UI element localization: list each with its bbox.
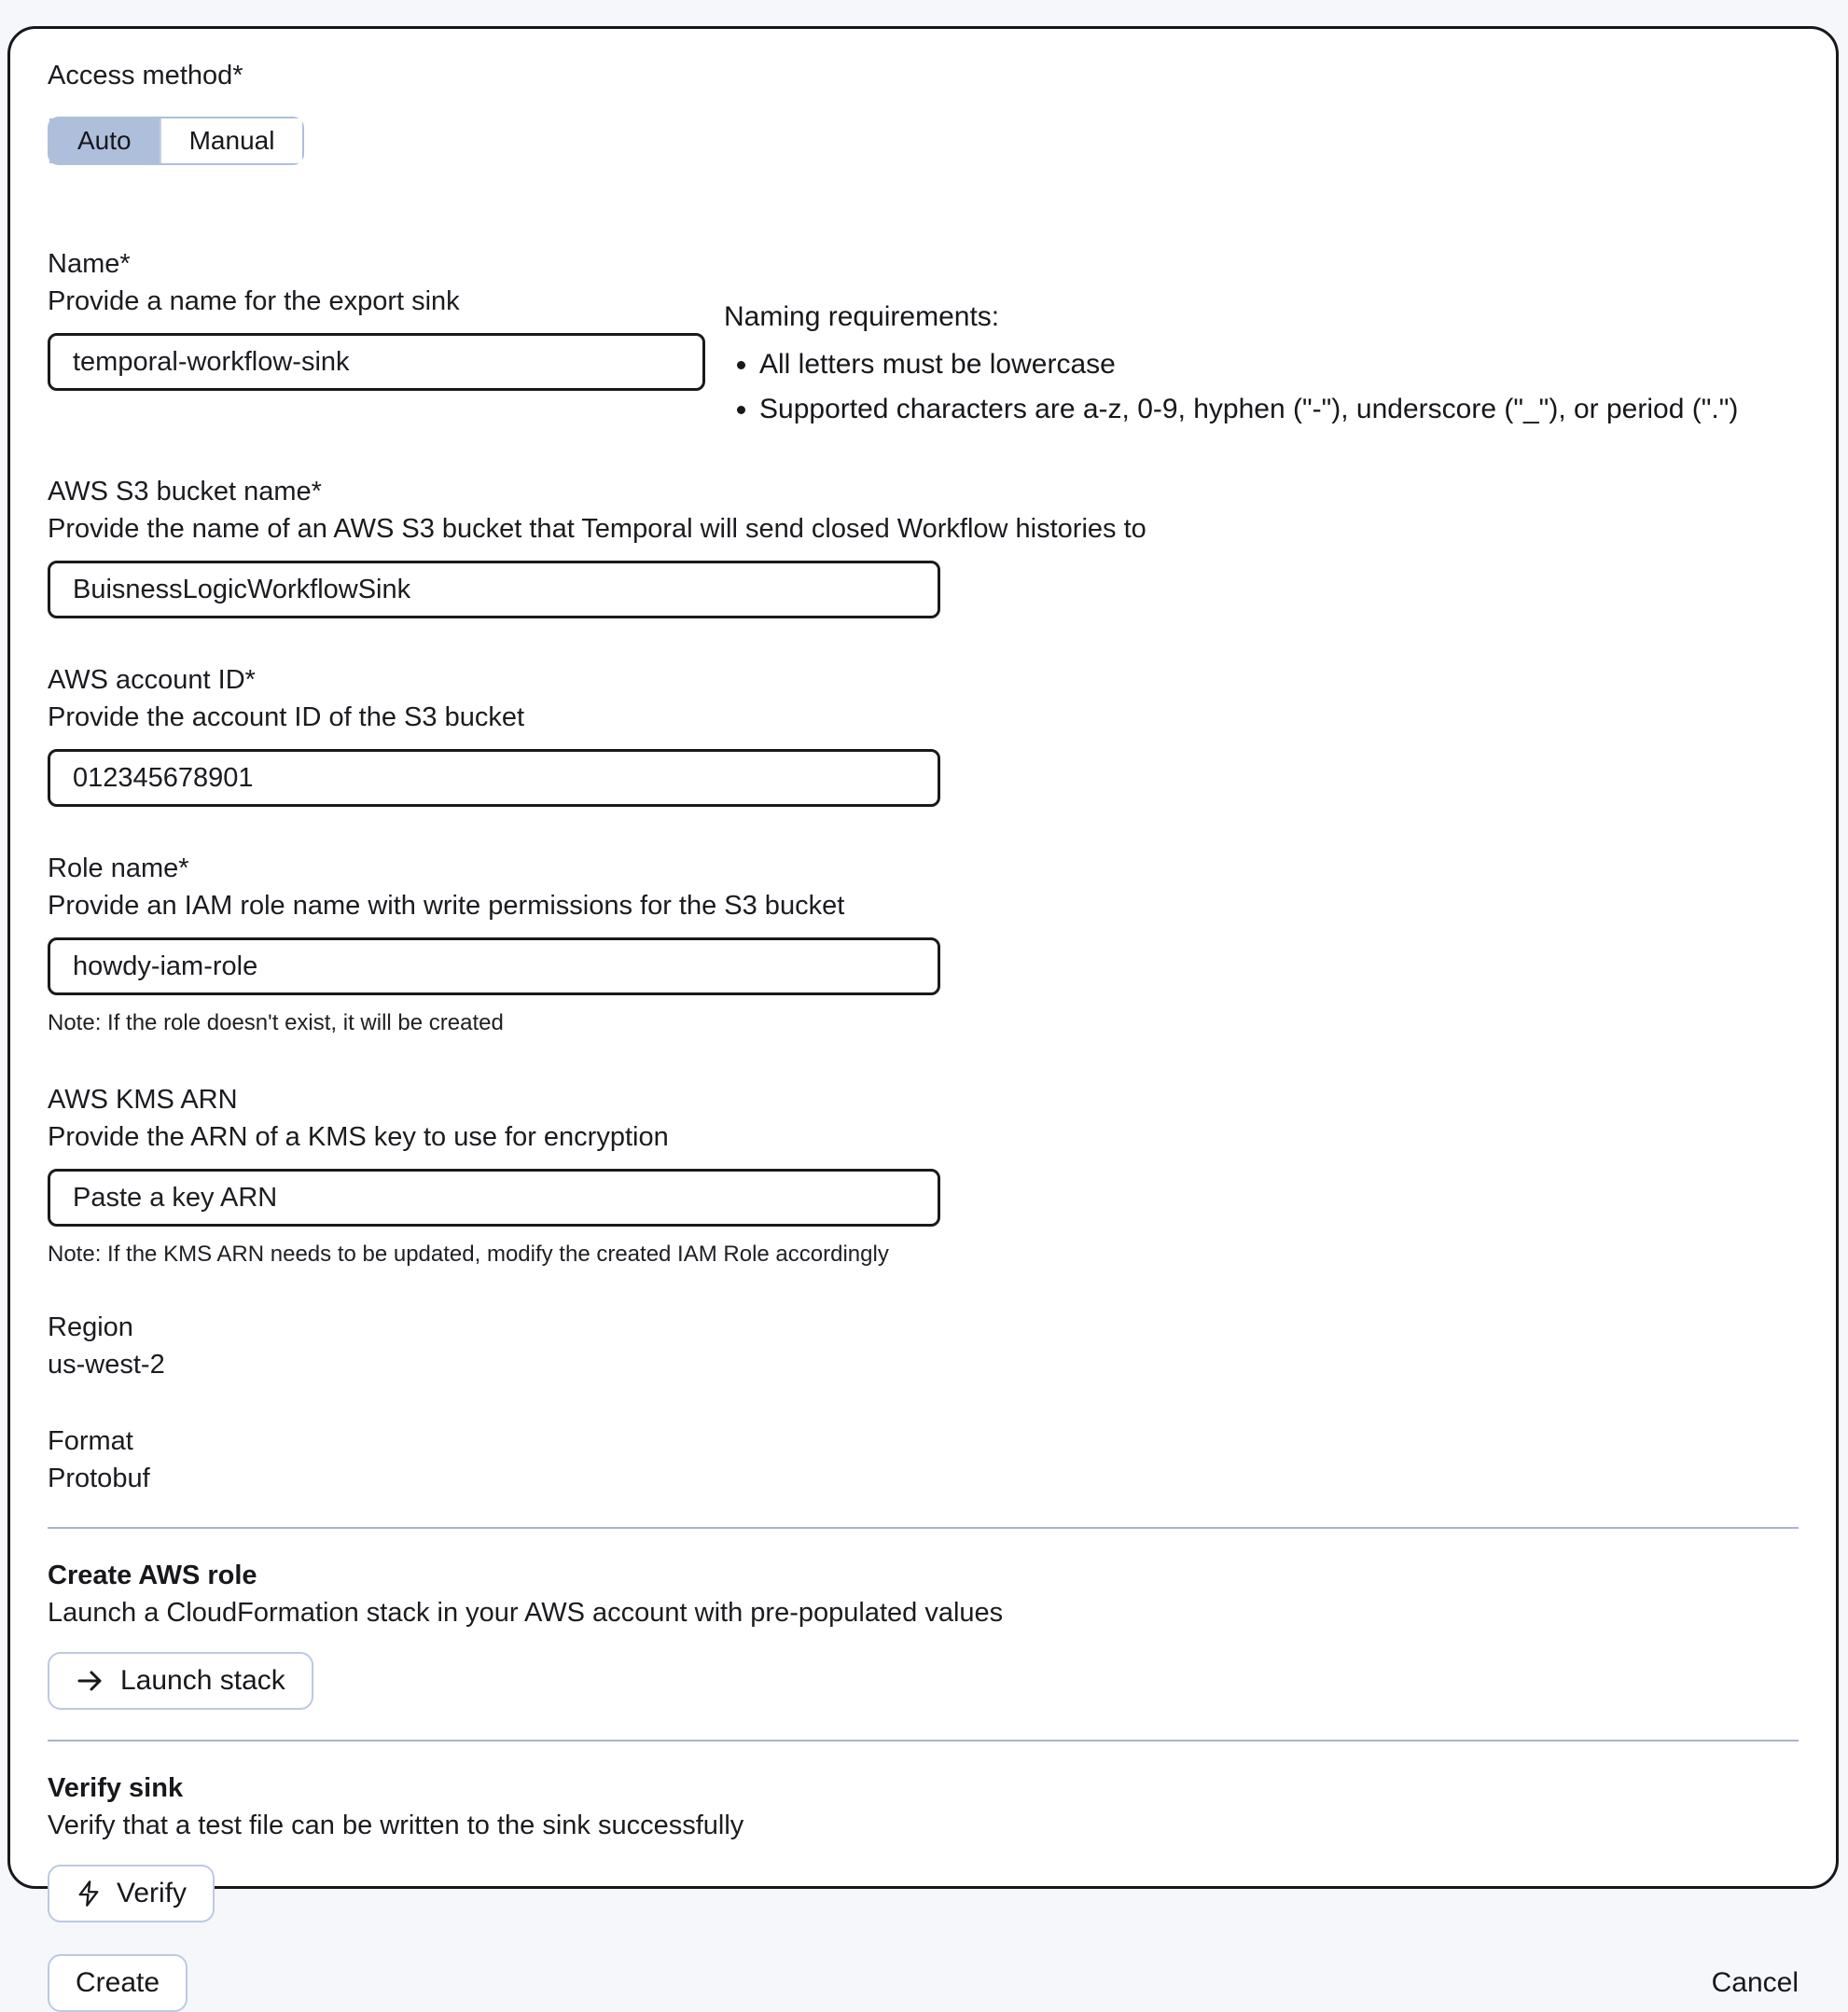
region-value: us-west-2: [48, 1350, 165, 1380]
cancel-button[interactable]: Cancel: [1711, 1967, 1799, 1998]
launch-stack-button[interactable]: [48, 1652, 313, 1710]
kms-arn-field-block: [48, 1081, 1799, 1270]
role-name-label: Role name*: [48, 853, 189, 883]
region-label: Region: [48, 1312, 133, 1342]
create-button[interactable]: [48, 1954, 188, 2012]
create-aws-role-title: Create AWS role: [48, 1561, 257, 1590]
verify-button-label: Verify: [117, 1878, 188, 1908]
kms-arn-note: Note: If the KMS ARN needs to be updated, modify the created IAM Role accordingly: [48, 1242, 889, 1267]
format-value: Protobuf: [48, 1464, 150, 1493]
naming-requirements-title: Naming requirements:: [724, 301, 1000, 332]
access-method-label: Access method*: [48, 61, 243, 90]
role-name-input[interactable]: [48, 937, 940, 995]
verify-sink-section: [48, 1769, 1799, 1922]
form-footer: [48, 1954, 1799, 2012]
section-divider: [48, 1527, 1799, 1529]
create-aws-role-description: Launch a CloudFormation stack in your AWS account with pre-populated values: [48, 1598, 1004, 1628]
s3-bucket-input[interactable]: [48, 561, 940, 618]
naming-requirements-list: [724, 344, 1799, 430]
role-name-field-block: [48, 850, 1799, 1038]
name-description: Provide a name for the export sink: [48, 286, 460, 316]
create-aws-role-section: [48, 1557, 1799, 1710]
verify-sink-title: Verify sink: [48, 1773, 184, 1803]
kms-arn-input[interactable]: [48, 1169, 940, 1227]
lightning-icon: [76, 1880, 102, 1908]
name-label: Name*: [48, 249, 131, 279]
role-name-description: Provide an IAM role name with write permissions for the S3 bucket: [48, 891, 845, 921]
format-label: Format: [48, 1426, 133, 1456]
role-name-note: Note: If the role doesn't exist, it will be created: [48, 1010, 504, 1035]
section-divider: [48, 1740, 1799, 1741]
s3-bucket-field-block: [48, 473, 1799, 618]
access-method-toggle: [48, 117, 304, 165]
format-block: [48, 1422, 1799, 1497]
launch-stack-button-label: Launch stack: [120, 1665, 285, 1696]
s3-bucket-description: Provide the name of an AWS S3 bucket that Temporal will send closed Workflow histories to: [48, 514, 1146, 544]
account-id-description: Provide the account ID of the S3 bucket: [48, 702, 525, 732]
naming-requirement-item: • All letters must be lowercase: [759, 344, 1799, 385]
verify-button[interactable]: [48, 1865, 215, 1922]
kms-arn-description: Provide the ARN of a KMS key to use for encryption: [48, 1122, 669, 1152]
name-field-block: [48, 245, 705, 430]
access-method-option-manual[interactable]: Manual: [160, 118, 303, 163]
account-id-input[interactable]: [48, 749, 940, 807]
name-input[interactable]: [48, 333, 705, 391]
account-id-field-block: [48, 661, 1799, 807]
kms-arn-label: AWS KMS ARN: [48, 1085, 238, 1115]
access-method-option-auto[interactable]: Auto: [49, 118, 160, 163]
verify-sink-description: Verify that a test file can be written to the sink successfully: [48, 1811, 744, 1840]
naming-requirements: [724, 245, 1799, 430]
export-sink-form-card: [7, 26, 1839, 1998]
account-id-label: AWS account ID*: [48, 665, 256, 695]
arrow-right-icon: [76, 1666, 105, 1696]
region-block: [48, 1309, 1799, 1383]
create-button-label: Create: [76, 1967, 160, 1998]
name-and-requirements-row: [48, 245, 1799, 430]
s3-bucket-label: AWS S3 bucket name*: [48, 477, 322, 506]
naming-requirement-item: • Supported characters are a-z, 0-9, hyphen ("-"), underscore ("_"), or period ("."): [759, 389, 1799, 430]
